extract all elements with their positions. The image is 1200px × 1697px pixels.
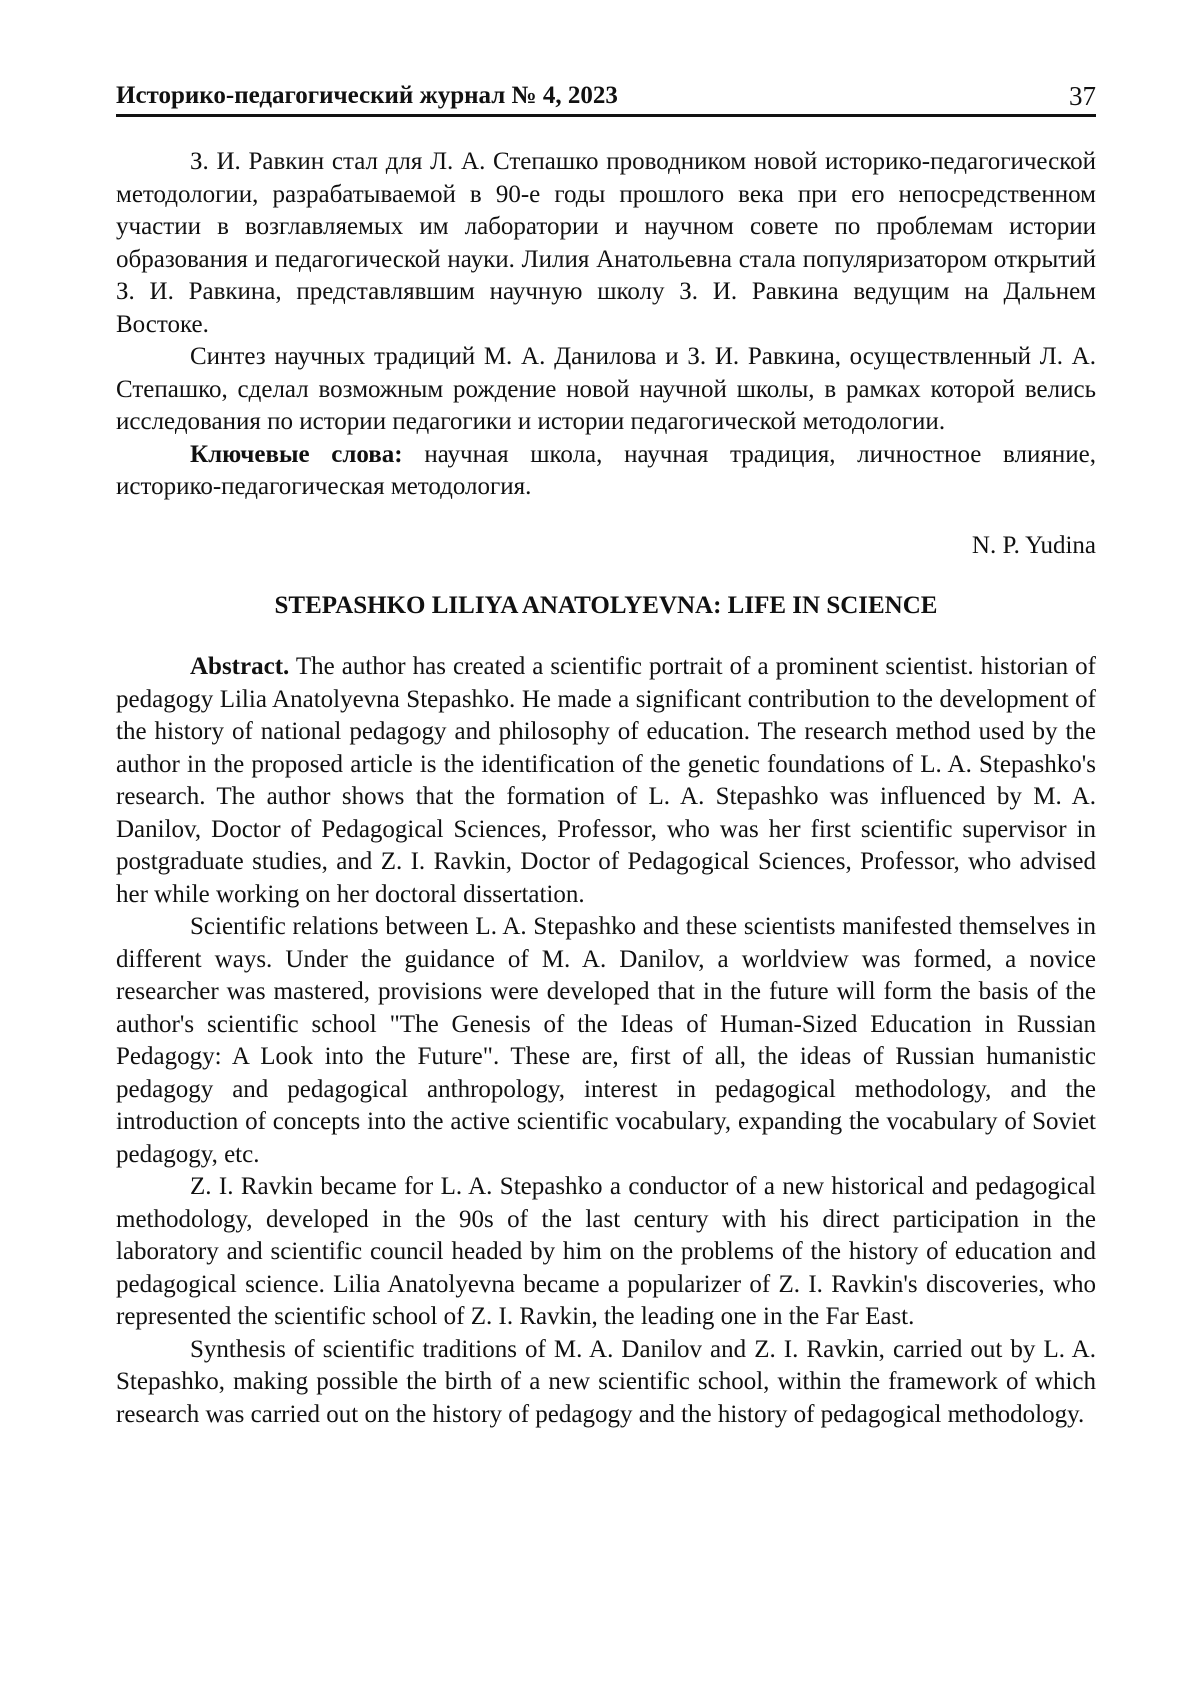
journal-page [0,0,1200,1697]
page-number: 37 [1069,78,1096,114]
article-title: STEPASHKO LILIYA ANATOLYEVNA: LIFE IN SCIENCE [116,590,1096,622]
article-body [116,146,1096,1431]
english-paragraph-ravkin: Z. I. Ravkin became for L. A. Stepashko a conductor of a new historical and pedagogical methodology, developed in the 90s of the last century with his direct participation in the laboratory and scientific council headed by him on the problems of the history of education and pedagogical science. Lilia Anatolyevna became a popularizer of Z. I. Ravkin's discoveries, who represented the scientific school of Z. I. Ravkin, the leading one in the Far East. [116,1171,1096,1334]
russian-paragraph-synthesis: Синтез научных традиций М. А. Данилова и З. И. Равкина, осуществленный Л. А. Степашко, сделал возможным рождение новой научной школы, в рамках которой велись исследования по истории педагогики и истории педагогической методологии. [116,341,1096,439]
english-paragraph-synthesis: Synthesis of scientific traditions of M. A. Danilov and Z. I. Ravkin, carried out by L. A. Stepashko, making possible the birth of a new scientific school, within the framework of which research was carried out on the history of pedagogy and the history of pedagogical methodology. [116,1334,1096,1432]
english-paragraph-relations: Scientific relations between L. A. Stepashko and these scientists manifested themselves in different ways. Under the guidance of M. A. Danilov, a worldview was formed, a novice researcher was mastered, provisions were developed that in the future will form the basis of the author's scientific school "The Genesis of the Ideas of Human-Sized Education in Russian Pedagogy: A Look into the Future". These are, first of all, the ideas of Russian humanistic pedagogy and pedagogical anthropology, interest in pedagogical methodology, and the introduction of concepts into the active scientific vocabulary, expanding the vocabulary of Soviet pedagogy, etc. [116,911,1096,1171]
keywords-text: научная школа, научная традиция, личностное влияние, историко-педагогическая методология. [116,441,1096,501]
author-name: N. P. Yudina [116,530,1096,563]
abstract-text: The author has created a scientific portrait of a prominent scientist. historian of pedagogy Lilia Anatolyevna Stepashko. He made a significant contribution to the development of the history of national pedagogy and philosophy of education. The research method used by the author in the proposed article is the identification of the genetic foundations of L. A. Stepashko's research. The author shows that the formation of L. A. Stepashko was influenced by M. A. Danilov, Doctor of Pedagogical Sciences, Professor, who was her first scientific supervisor in postgraduate studies, and Z. I. Ravkin, Doctor of Pedagogical Sciences, Professor, who advised her while working on her doctoral dissertation. [116,653,1096,908]
journal-title: Историко-педагогический журнал № 4, 2023 [116,78,618,114]
abstract-label: Abstract. [190,653,289,680]
keywords-label: Ключевые слова: [190,441,403,468]
russian-paragraph-ravkin: З. И. Равкин стал для Л. А. Степашко проводником новой историко-педагогической методологии, разрабатываемой в 90-е годы прошлого века при его непосредственном участии в возглавляемых им лаборатории и научном совете по проблемам истории образования и педагогической науки. Лилия Анатольевна стала популяризатором открытий З. И. Равкина, представлявшим научную школу З. И. Равкина ведущим на Дальнем Востоке. [116,146,1096,341]
russian-keywords [116,439,1096,504]
running-header [116,72,1096,117]
english-abstract [116,651,1096,911]
